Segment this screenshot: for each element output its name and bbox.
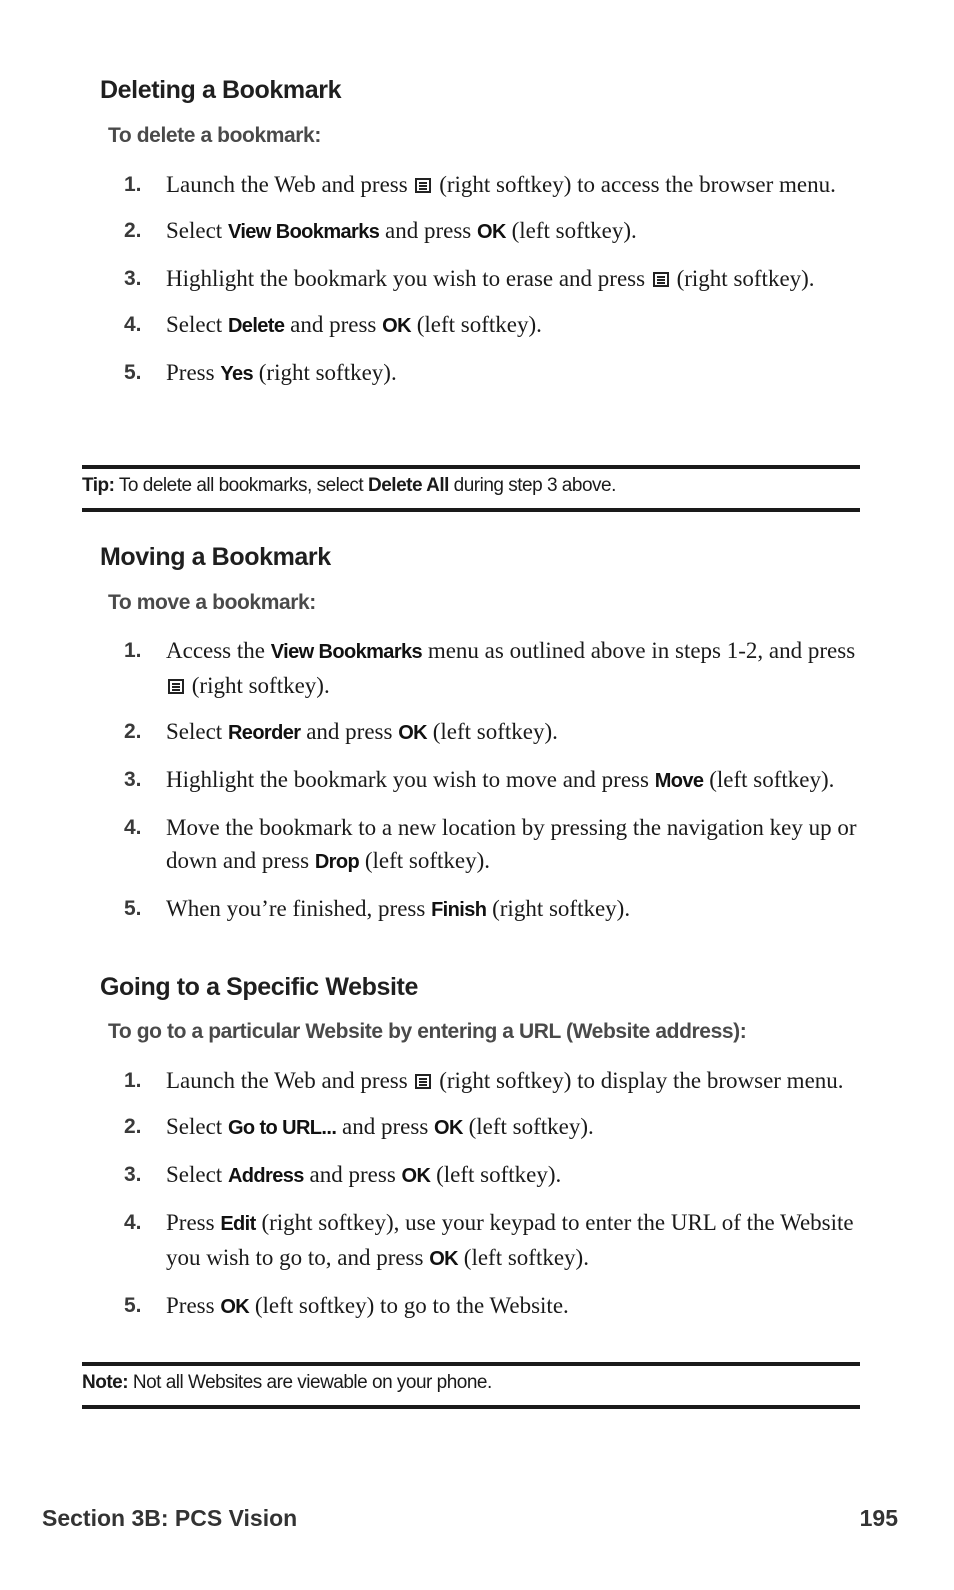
tip-label: Tip: [82,475,115,496]
step-keyword: OK [401,1165,431,1187]
step-number: 2. [124,720,142,743]
list-item [0,892,954,927]
step-keyword: Address [227,1165,304,1187]
step-keyword: View Bookmarks [270,641,423,663]
note-box [82,1362,860,1409]
list-item [0,1064,954,1097]
step-keyword: OK [429,1248,459,1270]
step-text: Access the [166,638,265,663]
step-number: 1. [124,173,142,196]
step-text: Move the bookmark to a new location by pressing the navigation key up or down and press [166,815,857,873]
step-text: (left softkey). [416,312,542,337]
tip-keyword: Delete All [368,475,449,496]
note-label: Note: [82,1372,129,1393]
step-keyword: Edit [220,1213,256,1235]
step-text: (left softkey). [364,848,491,873]
step-text: Select [166,1114,223,1139]
section-title-website: Going to a Specific Website [100,973,418,1001]
step-text: Press [166,1210,215,1235]
step-number: 4. [124,1211,142,1234]
step-text: (left softkey). [468,1114,594,1139]
step-number: 5. [124,361,142,384]
step-text: When you’re finished, press [166,896,426,921]
list-item [0,715,954,750]
step-text: (right softkey). [676,266,815,291]
step-keyword: Yes [220,363,253,385]
step-number: 1. [124,1069,142,1092]
step-text: Highlight the bookmark you wish to move and press [166,767,649,792]
step-text: (right softkey). [492,896,631,921]
step-number: 5. [124,897,142,920]
list-item [0,1158,954,1193]
menu-softkey-icon [653,272,669,287]
step-text: (right softkey), use your keypad to enter the URL of the Website you wish to go to, and press [166,1210,854,1270]
list-item [0,634,954,702]
step-keyword: View Bookmarks [227,221,380,243]
step-text: (right softkey) to access the browser menu. [439,172,836,197]
list-item [0,168,954,201]
list-item [0,356,954,391]
step-text: menu as outlined above in steps 1-2, and press [427,638,856,663]
footer-section: Section 3B: PCS Vision [42,1505,298,1531]
step-text: Select [166,218,223,243]
step-keyword: Move [654,770,704,792]
step-number: 3. [124,768,142,791]
step-number: 3. [124,267,142,290]
step-text: Select [166,719,223,744]
step-number: 4. [124,816,142,839]
menu-softkey-icon [415,1074,431,1089]
list-item [0,811,954,879]
step-text: (right softkey). [191,673,330,698]
list-item [0,763,954,798]
step-text: Launch the Web and press [166,1068,408,1093]
step-keyword: Reorder [227,722,301,744]
step-keyword: OK [382,315,411,337]
tip-text: during step 3 above. [453,475,616,496]
step-text: (right softkey) to display the browser menu. [439,1068,844,1093]
step-keyword: Finish [431,899,487,921]
steps-moving [0,634,954,927]
note-text: Not all Websites are viewable on your phone. [132,1372,492,1393]
list-item [0,262,954,295]
list-item [0,1206,954,1276]
step-text: and press [342,1114,429,1139]
step-text: (left softkey). [463,1245,589,1270]
list-item [0,308,954,343]
section-lead-moving: To move a bookmark: [108,591,316,614]
step-text: Select [166,312,223,337]
step-number: 4. [124,313,142,336]
step-number: 2. [124,219,142,242]
section-lead-website: To go to a particular Website by entering a URL (Website address): [108,1020,747,1043]
step-keyword: Drop [314,851,360,873]
step-text: (right softkey). [258,360,397,385]
step-keyword: OK [434,1117,463,1139]
list-item [0,1110,954,1145]
step-text: Select [166,1162,223,1187]
tip-box [82,465,860,512]
steps-deleting [0,168,954,391]
section-lead-deleting: To delete a bookmark: [108,124,321,147]
list-item [0,214,954,249]
step-text: Launch the Web and press [166,172,408,197]
step-keyword: Go to URL... [227,1117,337,1139]
step-text: and press [309,1162,396,1187]
menu-softkey-icon [415,178,431,193]
step-text: and press [290,312,377,337]
step-number: 2. [124,1115,142,1138]
step-text: and press [306,719,393,744]
steps-website [0,1064,954,1324]
step-text: Highlight the bookmark you wish to erase and press [166,266,646,291]
tip-text: To delete all bookmarks, select [118,475,364,496]
section-title-moving: Moving a Bookmark [100,543,331,571]
section-title-deleting: Deleting a Bookmark [100,76,342,104]
step-number: 1. [124,639,142,662]
step-text: Press [166,1293,215,1318]
step-text: (left softkey). [511,218,637,243]
step-text: (left softkey). [709,767,835,792]
step-text: Press [166,360,215,385]
step-keyword: OK [398,722,427,744]
list-item [0,1289,954,1324]
step-text: (left softkey). [432,719,558,744]
step-keyword: OK [220,1296,250,1318]
step-number: 3. [124,1163,142,1186]
step-keyword: OK [477,221,506,243]
step-keyword: Delete [227,315,285,337]
step-text: (left softkey) to go to the Website. [254,1293,569,1318]
step-text: (left softkey). [436,1162,562,1187]
step-text: and press [385,218,472,243]
step-number: 5. [124,1294,142,1317]
page-number: 195 [859,1505,898,1531]
menu-softkey-icon [168,679,184,694]
